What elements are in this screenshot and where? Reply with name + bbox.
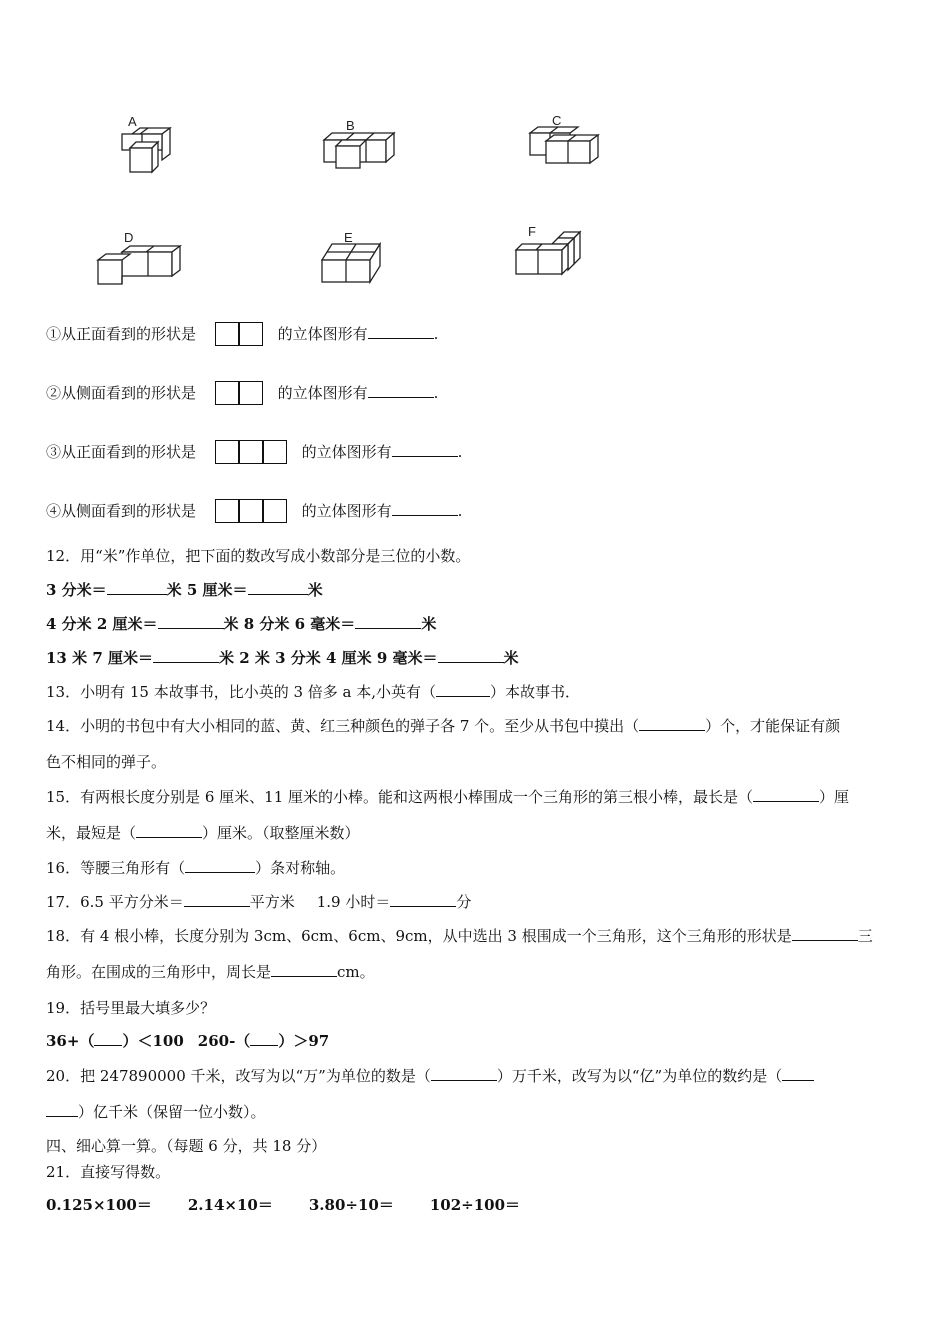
- q12-title: 12．用“米”作单位，把下面的数改写成小数部分是三位的小数。: [46, 547, 471, 565]
- q19-title: 19．括号里最大填多少？: [46, 999, 216, 1017]
- question-text: 13．小明有 15 本故事书，比小英的 3 倍多 a 本,小英有（: [46, 683, 437, 701]
- question-text: 260-（: [197, 1032, 251, 1050]
- question-text: 米: [307, 581, 323, 599]
- question-text: 分: [456, 893, 472, 911]
- answer-blank[interactable]: [94, 1031, 122, 1046]
- three-square-shape: [215, 499, 289, 525]
- item-number: ③: [46, 443, 62, 461]
- answer-blank[interactable]: [271, 962, 337, 977]
- question-text: ）厘米。（取整厘米数）: [202, 824, 360, 842]
- figure-a: [118, 114, 182, 176]
- figure-c: [526, 113, 604, 171]
- answer-blank[interactable]: [107, 580, 167, 595]
- answer-blank[interactable]: [368, 383, 434, 398]
- question-text: 4 分米 2 厘米＝: [46, 615, 158, 633]
- expression: 2.14×10＝: [187, 1196, 273, 1214]
- figure-label: B: [346, 118, 355, 133]
- q12-row-3: [46, 648, 519, 668]
- figure-label: C: [552, 113, 562, 128]
- answer-blank[interactable]: [46, 1102, 78, 1117]
- question-text: 米: [503, 649, 519, 667]
- item-number: ②: [46, 384, 62, 402]
- answer-blank[interactable]: [438, 648, 504, 663]
- answer-blank[interactable]: [184, 892, 250, 907]
- view-question-1: [46, 322, 438, 348]
- answer-blank[interactable]: [392, 442, 458, 457]
- answer-blank[interactable]: [355, 614, 421, 629]
- figure-label: D: [124, 230, 134, 245]
- two-square-shape: [215, 322, 265, 348]
- question-text: ）万千米，改写为以“亿”为单位的数约是（: [496, 1067, 783, 1085]
- question-text: ）个，才能保证有颜: [705, 717, 841, 735]
- answer-blank[interactable]: [392, 501, 458, 516]
- question-text: ）亿千米（保留一位小数）。: [78, 1103, 266, 1121]
- answer-blank[interactable]: [792, 926, 858, 941]
- question-text: 的立体图形有: [277, 384, 368, 402]
- question-text: ）＜100: [122, 1032, 184, 1050]
- question-text: 平方米: [249, 893, 295, 911]
- question-text: 从侧面看到的形状是: [61, 502, 197, 520]
- question-text: 的立体图形有: [277, 325, 368, 343]
- period: .: [457, 443, 463, 461]
- figure-d: [96, 230, 184, 290]
- figure-f: [512, 224, 588, 280]
- answer-blank[interactable]: [248, 580, 308, 595]
- answer-blank[interactable]: [368, 324, 434, 339]
- view-question-3: [46, 440, 462, 466]
- answer-blank[interactable]: [185, 858, 255, 873]
- question-text: 米 8 分米 6 毫米＝: [223, 615, 356, 633]
- question-text: 36+（: [46, 1032, 95, 1050]
- question-text: 从正面看到的形状是: [61, 443, 197, 461]
- question-text: 米 2 米 3 分米 4 厘米 9 毫米＝: [218, 649, 438, 667]
- question-text: 米: [421, 615, 437, 633]
- question-text: 3 分米＝: [46, 581, 107, 599]
- answer-blank[interactable]: [753, 787, 819, 802]
- q20: [46, 1058, 906, 1130]
- q21-title: 21．直接写得数。: [46, 1163, 171, 1181]
- question-text: 米 5 厘米＝: [166, 581, 248, 599]
- question-text: ）厘: [819, 788, 850, 806]
- q17: [46, 892, 471, 912]
- period: .: [433, 384, 439, 402]
- question-text: ）条对称轴。: [255, 859, 346, 877]
- q19-row: [46, 1031, 329, 1051]
- q21-expressions: [46, 1195, 520, 1215]
- figure-label: F: [528, 224, 536, 239]
- question-text: 20．把 247890000 千米，改写为以“万”为单位的数是（: [46, 1067, 431, 1085]
- item-number: ①: [46, 325, 62, 343]
- question-text: cm。: [337, 963, 375, 981]
- figure-label: A: [128, 114, 137, 129]
- answer-blank[interactable]: [153, 648, 219, 663]
- expression: 0.125×100＝: [46, 1196, 152, 1214]
- figure-b: [320, 118, 400, 174]
- view-question-4: [46, 499, 462, 525]
- answer-blank[interactable]: [158, 614, 224, 629]
- question-text: 13 米 7 厘米＝: [46, 649, 153, 667]
- three-square-shape: [215, 440, 289, 466]
- answer-blank[interactable]: [250, 1031, 278, 1046]
- item-number: ④: [46, 502, 62, 520]
- answer-blank[interactable]: [136, 823, 202, 838]
- figure-label: E: [344, 230, 353, 245]
- question-text: ）本故事书．: [490, 683, 581, 701]
- question-text: 的立体图形有: [301, 502, 392, 520]
- question-text: 色不相同的弹子。: [46, 753, 167, 771]
- q13: [46, 682, 580, 702]
- q14: [46, 708, 906, 780]
- question-text: 1.9 小时＝: [316, 893, 391, 911]
- answer-blank[interactable]: [639, 716, 705, 731]
- question-text: 从正面看到的形状是: [61, 325, 197, 343]
- question-text: 的立体图形有: [301, 443, 392, 461]
- section-heading: 四、细心算一算。（每题 6 分，共 18 分）: [46, 1137, 327, 1155]
- q16: [46, 858, 345, 878]
- question-text: 16．等腰三角形有（: [46, 859, 186, 877]
- question-text: 米，最短是（: [46, 824, 137, 842]
- answer-blank[interactable]: [782, 1066, 814, 1081]
- question-text: 17．6.5 平方分米＝: [46, 893, 184, 911]
- question-text: 从侧面看到的形状是: [61, 384, 197, 402]
- period: .: [433, 325, 439, 343]
- expression: 102÷100＝: [429, 1196, 521, 1214]
- question-text: 14．小明的书包中有大小相同的蓝、黄、红三种颜色的弹子各 7 个。至少从书包中摸出（: [46, 717, 640, 735]
- question-text: 18．有 4 根小棒，长度分别为 3cm、6cm、6cm、9cm，从中选出 3 根围成一个三角形，这个三角形的形状是: [46, 927, 792, 945]
- q12-row-2: [46, 614, 436, 634]
- view-question-2: [46, 381, 438, 407]
- answer-blank[interactable]: [431, 1066, 497, 1081]
- q15: [46, 779, 906, 851]
- period: .: [457, 502, 463, 520]
- figure-e: [320, 230, 386, 288]
- answer-blank[interactable]: [390, 892, 456, 907]
- answer-blank[interactable]: [436, 682, 490, 697]
- two-square-shape: [215, 381, 265, 407]
- q18: [46, 918, 906, 990]
- question-text: 三: [857, 927, 873, 945]
- question-text: ）＞97: [278, 1032, 330, 1050]
- expression: 3.80÷10＝: [308, 1196, 394, 1214]
- question-text: 角形。在围成的三角形中，周长是: [46, 963, 272, 981]
- question-text: 15．有两根长度分别是 6 厘米、11 厘米的小棒。能和这两根小棒围成一个三角形的第三根小棒，最长是（: [46, 788, 754, 806]
- q12-row-1: [46, 580, 323, 600]
